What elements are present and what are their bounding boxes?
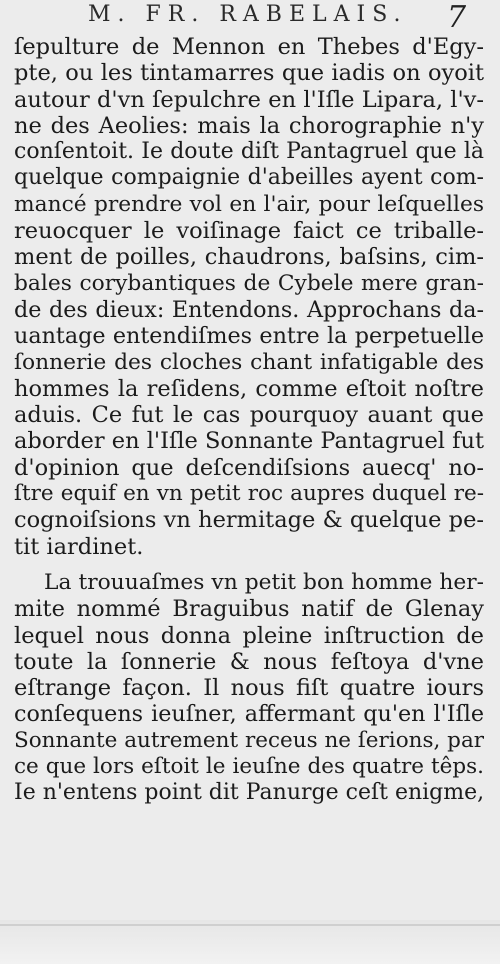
page-number: 7 bbox=[447, 0, 467, 35]
text-line: ce que lors eſtoit le ieuſne des quatre têps. bbox=[14, 754, 484, 780]
text-line: bales corybantiques de Cybele mere gran- bbox=[14, 270, 484, 296]
text-line: de des dieux: Entendons. Approchans da- bbox=[14, 296, 484, 323]
paragraph-first-line: La trouuaſmes vn petit bon homme her- bbox=[44, 569, 484, 595]
text-line: mancé prendre vol en l'air, pour leſquelles bbox=[14, 191, 484, 217]
text-line: ſtre equif en vn petit roc aupres duquel re- bbox=[14, 481, 484, 507]
text-line: ſepulture de Mennon en Thebes d'Egy- bbox=[14, 34, 484, 60]
text-line: ſonnerie des cloches chant infatigable des bbox=[14, 349, 484, 375]
paragraph-gap bbox=[14, 560, 484, 570]
text-line: hommes la reſidens, comme eſtoit noſtre bbox=[14, 375, 484, 402]
page-edge-line bbox=[0, 924, 500, 926]
text-line: toute la ſonnerie & nous feſtoya d'vne bbox=[14, 648, 484, 675]
text-line: quelque compaignie d'abeilles ayent com- bbox=[14, 165, 484, 191]
text-line: aduis. Ce fut le cas pourquoy auant que bbox=[14, 402, 484, 429]
text-line: Ie n'entens point dit Panurge ceſt enigme, bbox=[14, 780, 484, 806]
body-text bbox=[14, 34, 484, 807]
text-line: aborder en l'Iſle Sonnante Pantagruel fut bbox=[14, 428, 484, 455]
text-line: lequel nous donna pleine inſtruction de bbox=[14, 622, 484, 649]
text-line: ne des Aeolies: mais la chorographie n'y bbox=[14, 112, 484, 139]
running-head: M. FR. RABELAIS. bbox=[88, 2, 408, 27]
text-line: d'opinion que deſcendiſsions auecq' no- bbox=[14, 454, 484, 481]
text-line: ment de poilles, chaudrons, baſsins, cim- bbox=[14, 244, 484, 271]
text-line: cognoiſsions vn hermitage & quelque pe- bbox=[14, 507, 484, 534]
text-line: autour d'vn ſepulchre en l'Iſle Lipara, l'v- bbox=[14, 86, 484, 113]
text-line: uantage entendiſmes entre la perpetuelle bbox=[14, 323, 484, 350]
page-bottom-margin bbox=[0, 920, 500, 964]
text-line: tit iardinet. bbox=[14, 533, 144, 560]
text-line: conſequens ieuſner, affermant qu'en l'Iſle bbox=[14, 701, 484, 728]
text-line: reuocquer le voiſinage faict ce triballe- bbox=[14, 218, 484, 245]
text-line: pte, ou les tintamarres que iadis on oyoit bbox=[14, 60, 484, 87]
text-line: mite nommé Braguibus natif de Glenay bbox=[14, 596, 484, 623]
text-line: conſentoit. Ie doute diſt Pantagruel que là bbox=[14, 139, 484, 165]
text-line: eſtrange façon. Il nous fiſt quatre iours bbox=[14, 675, 484, 702]
text-line: Sonnante autrement receus ne ſerions, par bbox=[14, 727, 484, 753]
